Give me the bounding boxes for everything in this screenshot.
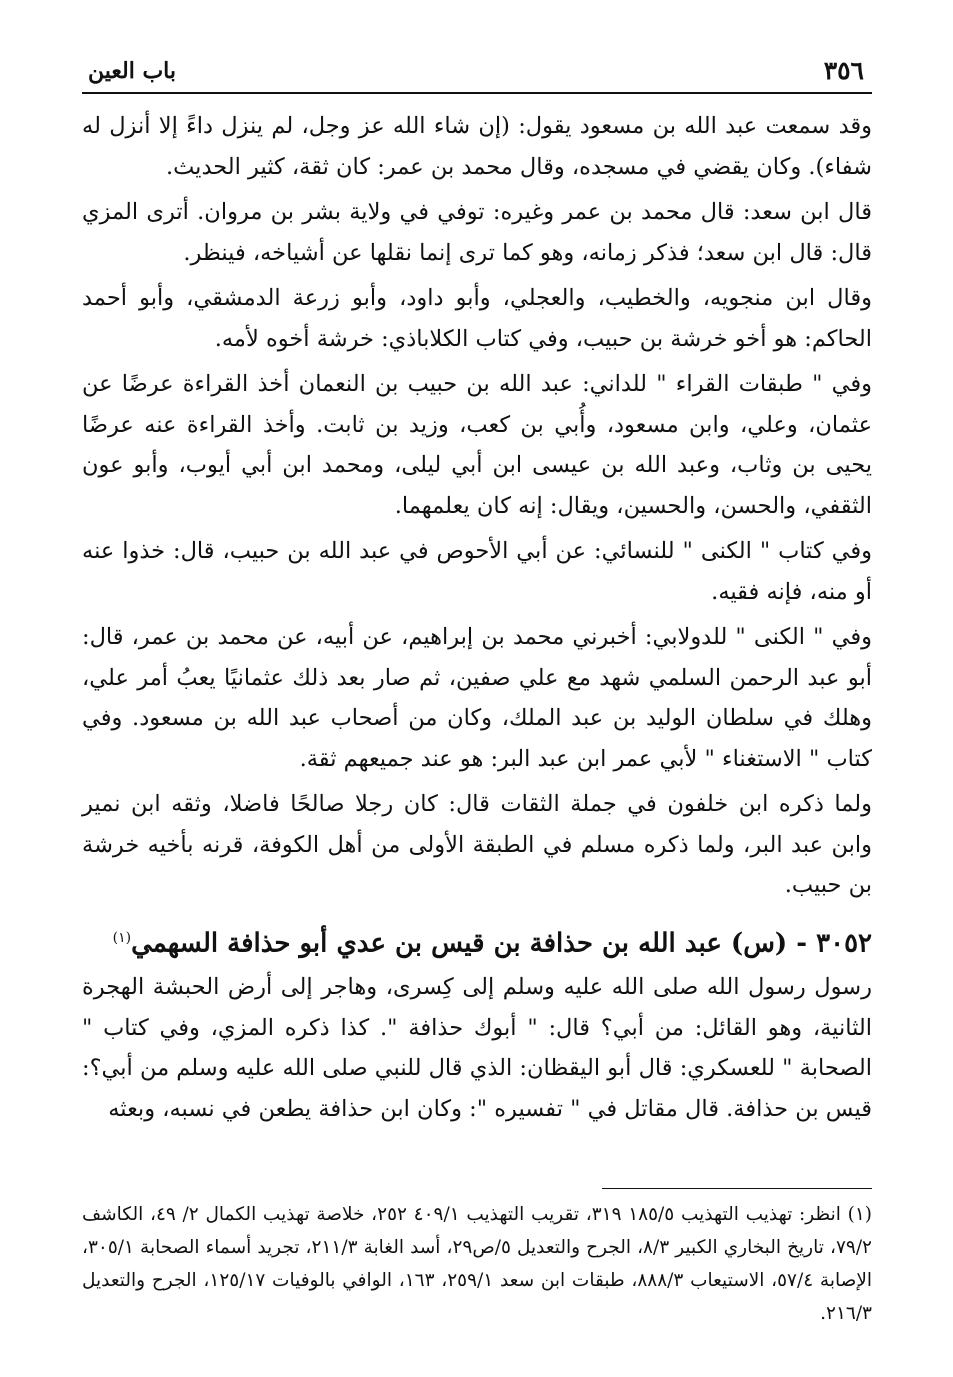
footnote-marker: (١) — [112, 929, 132, 946]
page-header — [82, 50, 872, 94]
paragraph: وقال ابن منجويه، والخطيب، والعجلي، وأبو داود، وأبو زرعة الدمشقي، وأبو أحمد الحاكم: هو أخو خرشة بن حبيب، وفي كتاب الكلاباذي: خرشة أخوه لأمه. — [82, 285, 872, 352]
main-text — [82, 106, 872, 1129]
entry-title: ٣٠٥٢ - (س) عبد الله بن حذافة بن قيس بن عدي أبو حذافة السهمي — [131, 928, 872, 959]
chapter-title: باب العين — [88, 58, 177, 84]
paragraph: ولما ذكره ابن خلفون في جملة الثقات قال: كان رجلا صالحًا فاضلا، وثقه ابن نمير وابن عبد البر، ولما ذكره مسلم في الطبقة الأولى من أهل الكوفة، قرنه بأخيه خرشة بن حبيب. — [82, 791, 872, 898]
paragraph: قال ابن سعد: قال محمد بن عمر وغيره: توفي في ولاية بشر بن مروان. أترى المزي قال: قال ابن سعد؛ فذكر زمانه، وهو كما ترى إنما نقلها عن أشياخه، فينظر. — [82, 199, 872, 266]
page-number: ٣٥٦ — [823, 56, 864, 85]
paragraph: وقد سمعت عبد الله بن مسعود يقول: (إن شاء الله عز وجل، لم ينزل داءً إلا أنزل له شفاء). وكان يقضي في مسجده، وقال محمد بن عمر: كان ثقة، كثير الحديث. — [82, 113, 872, 180]
book-page — [82, 50, 873, 1324]
footnote-divider — [602, 1188, 872, 1189]
footnote: (١) انظر: تهذيب التهذيب ١٨٥/٥ ٣١٩، تقريب التهذيب ٤٠٩/١ ٢٥٢، خلاصة تهذيب الكمال ٢/ ٤٩، الكاشف ٧٩/٢، تاريخ البخاري الكبير ٨/٣، الجرح والتعديل ٥/ص٢٩، أسد الغابة ٢١١/٣، تجريد أسماء الصحابة ٣٠٥/١، الإصابة ٥٧/٤، الاستيعاب ٨٨٨/٣، طبقات ابن سعد ٢٥٩/١، ١٦٣، الوافي بالوفيات ١٢٥/١٧، الجرح والتعديل ٢١٦/٣. — [82, 1204, 873, 1324]
paragraph: وفي كتاب " الكنى " للنسائي: عن أبي الأحوص في عبد الله بن حبيب، قال: خذوا عنه أو منه، فإنه فقيه. — [82, 538, 872, 605]
paragraph: وفي " الكنى " للدولابي: أخبرني محمد بن إبراهيم، عن أبيه، عن محمد بن عمر، قال: أبو عبد الرحمن السلمي شهد مع علي صفين، ثم صار بعد ذلك عثمانيًا يعبُ أمر علي، وهلك في سلطان الوليد بن عبد الملك، وكان من أصحاب عبد الله بن مسعود. وفي كتاب " الاستغناء " لأبي عمر ابن عبد البر: هو عند جميعهم ثقة. — [82, 624, 872, 772]
entry-text: رسول رسول الله صلى الله عليه وسلم إلى كِسرى، وهاجر إلى أرض الحبشة الهجرة الثانية، وهو القائل: من أبي؟ قال: " أبوك حذافة ". كذا ذكره المزي، وفي كتاب " الصحابة " للعسكري: قال أبو اليقظان: الذي قال للنبي صلى الله عليه وسلم من أبي؟: قيس بن حذافة. قال مقاتل في " تفسيره ": وكان ابن حذافة يطعن في نسبه، وبعثه — [82, 974, 872, 1122]
entry-heading — [82, 916, 872, 966]
paragraph: وفي " طبقات القراء " للداني: عبد الله بن حبيب بن النعمان أخذ القراءة عرضًا عن عثمان، وعلي، وابن مسعود، وأُبي بن كعب، وزيد بن ثابت. وأخذ القراءة عنه عرضًا يحيى بن وثاب، وعبد الله بن عيسى ابن أبي ليلى، ومحمد ابن أبي أيوب، وأبو عون الثقفي، والحسن، والحسين، ويقال: إنه كان يعلمهما. — [82, 371, 872, 519]
footnotes — [82, 1198, 872, 1335]
